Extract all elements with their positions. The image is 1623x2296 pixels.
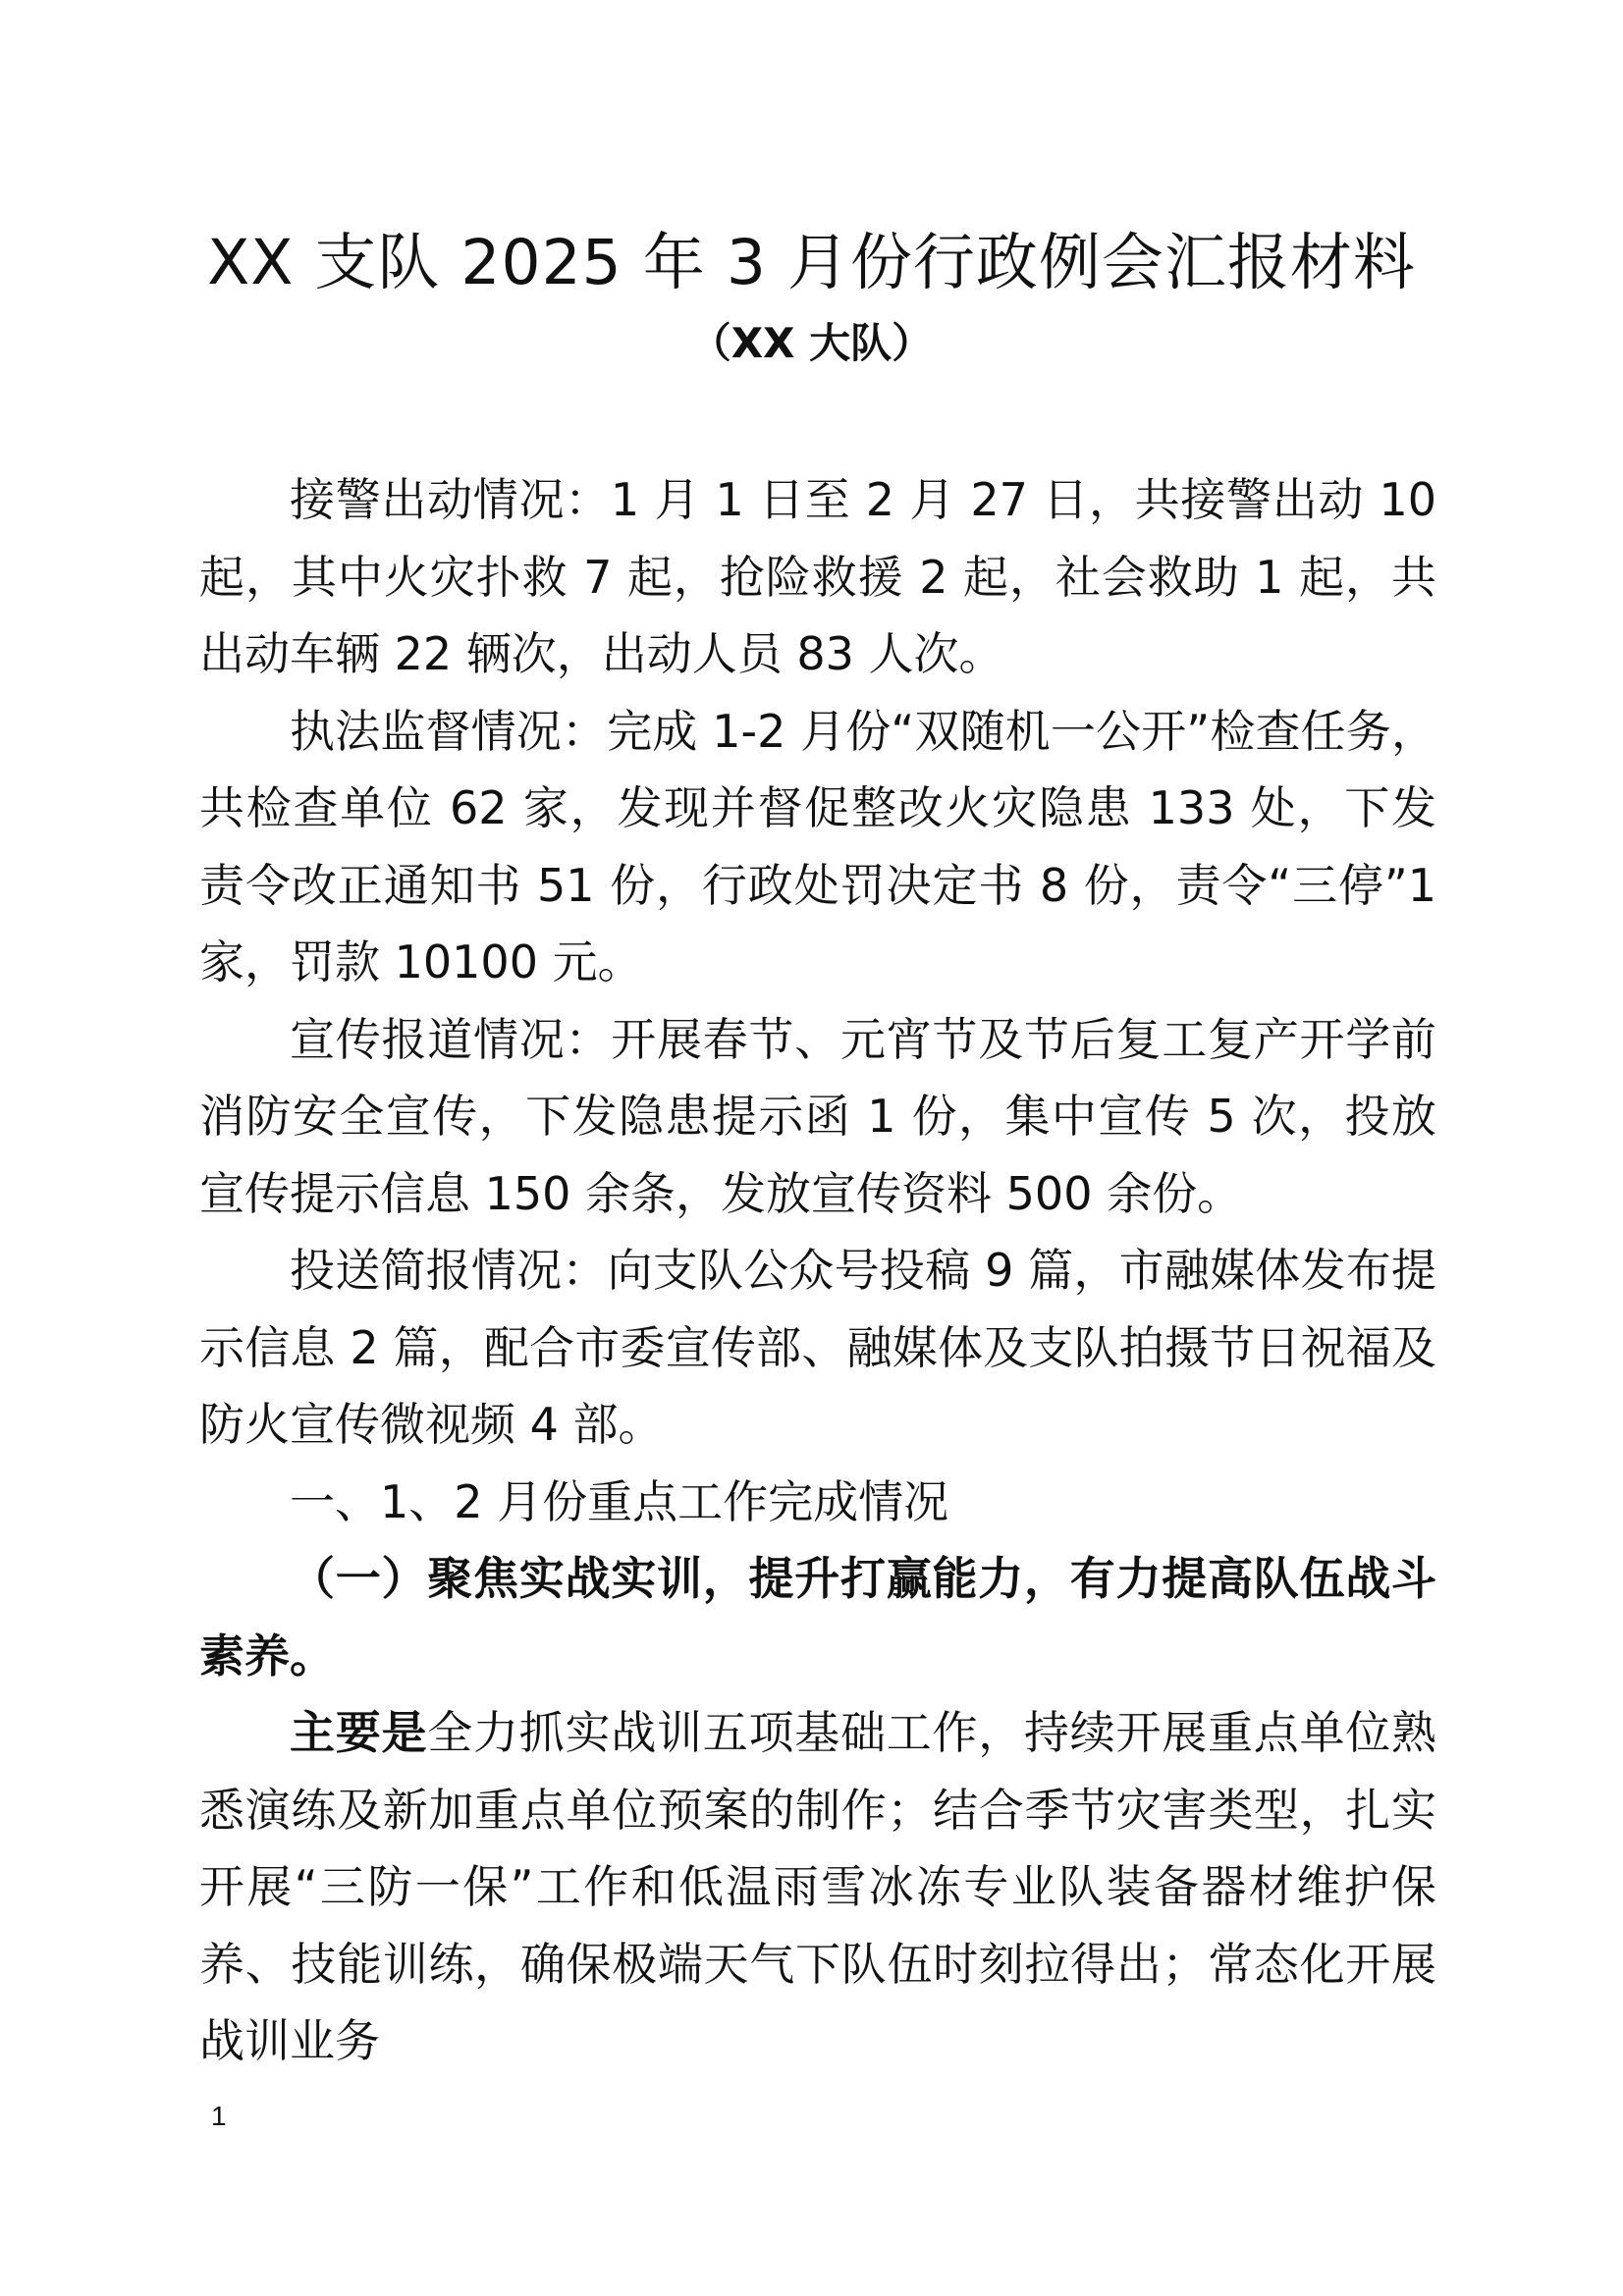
paragraph-publicity: 宣传报道情况：开展春节、元宵节及节后复工复产开学前消防安全宣传，下发隐患提示函 1 份，集中宣传 5 次，投放宣传提示信息 150 余条，发放宣传资料 500 余份。 [199,1012,1436,1220]
main-work-text: 全力抓实战训五项基础工作，持续开展重点单位熟悉演练及新加重点单位预案的制作；结合季节灾害类型，扎实开展“三防一保”工作和低温雨雪冰冻专业队装备器材维护保养、技能训练，确保极端天气下队伍时刻拉得出；常态化开展战训业务 [199,1706,1436,2067]
subheading [199,1540,1436,1694]
subheading-serif: 有力提高队伍战斗素养。 [199,1552,1436,1682]
page-number: 1 [211,2101,227,2131]
paragraph-briefing: 投送简报情况：向支队公众号投稿 9 篇，市融媒体发布提示信息 2 篇，配合市委宣传部、融媒体及支队拍摄节日祝福及防火宣传微视频 4 部。 [199,1244,1436,1451]
paragraph-enforcement: 执法监督情况：完成 1-2 月份“双随机一公开”检查任务，共检查单位 62 家，发现并督促整改火灾隐患 133 处，下发责令改正通知书 51 份，行政处罚决定书 8 份，责令“三停”1 家，罚款 10100 元。 [199,704,1436,988]
paragraph-alarm: 接警出动情况：1 月 1 日至 2 月 27 日，共接警出动 10 起，其中火灾扑救 7 起，抢险救援 2 起，社会救助 1 起，共出动车辆 22 辆次，出动人员 83 人次。 [199,473,1436,680]
subheading-bold: （一）聚焦实战实训，提升打赢能力， [290,1552,1070,1605]
document-body [199,461,1436,2080]
paragraph-main-work [199,1694,1436,2080]
main-work-lead: 主要是 [290,1706,428,1759]
section-heading: 一、1、2 月份重点工作完成情况 [290,1474,949,1528]
document-title: XX 支队 2025 年 3 月份行政例会汇报材料 [207,227,1416,298]
document-subtitle: （XX 大队） [689,319,934,367]
